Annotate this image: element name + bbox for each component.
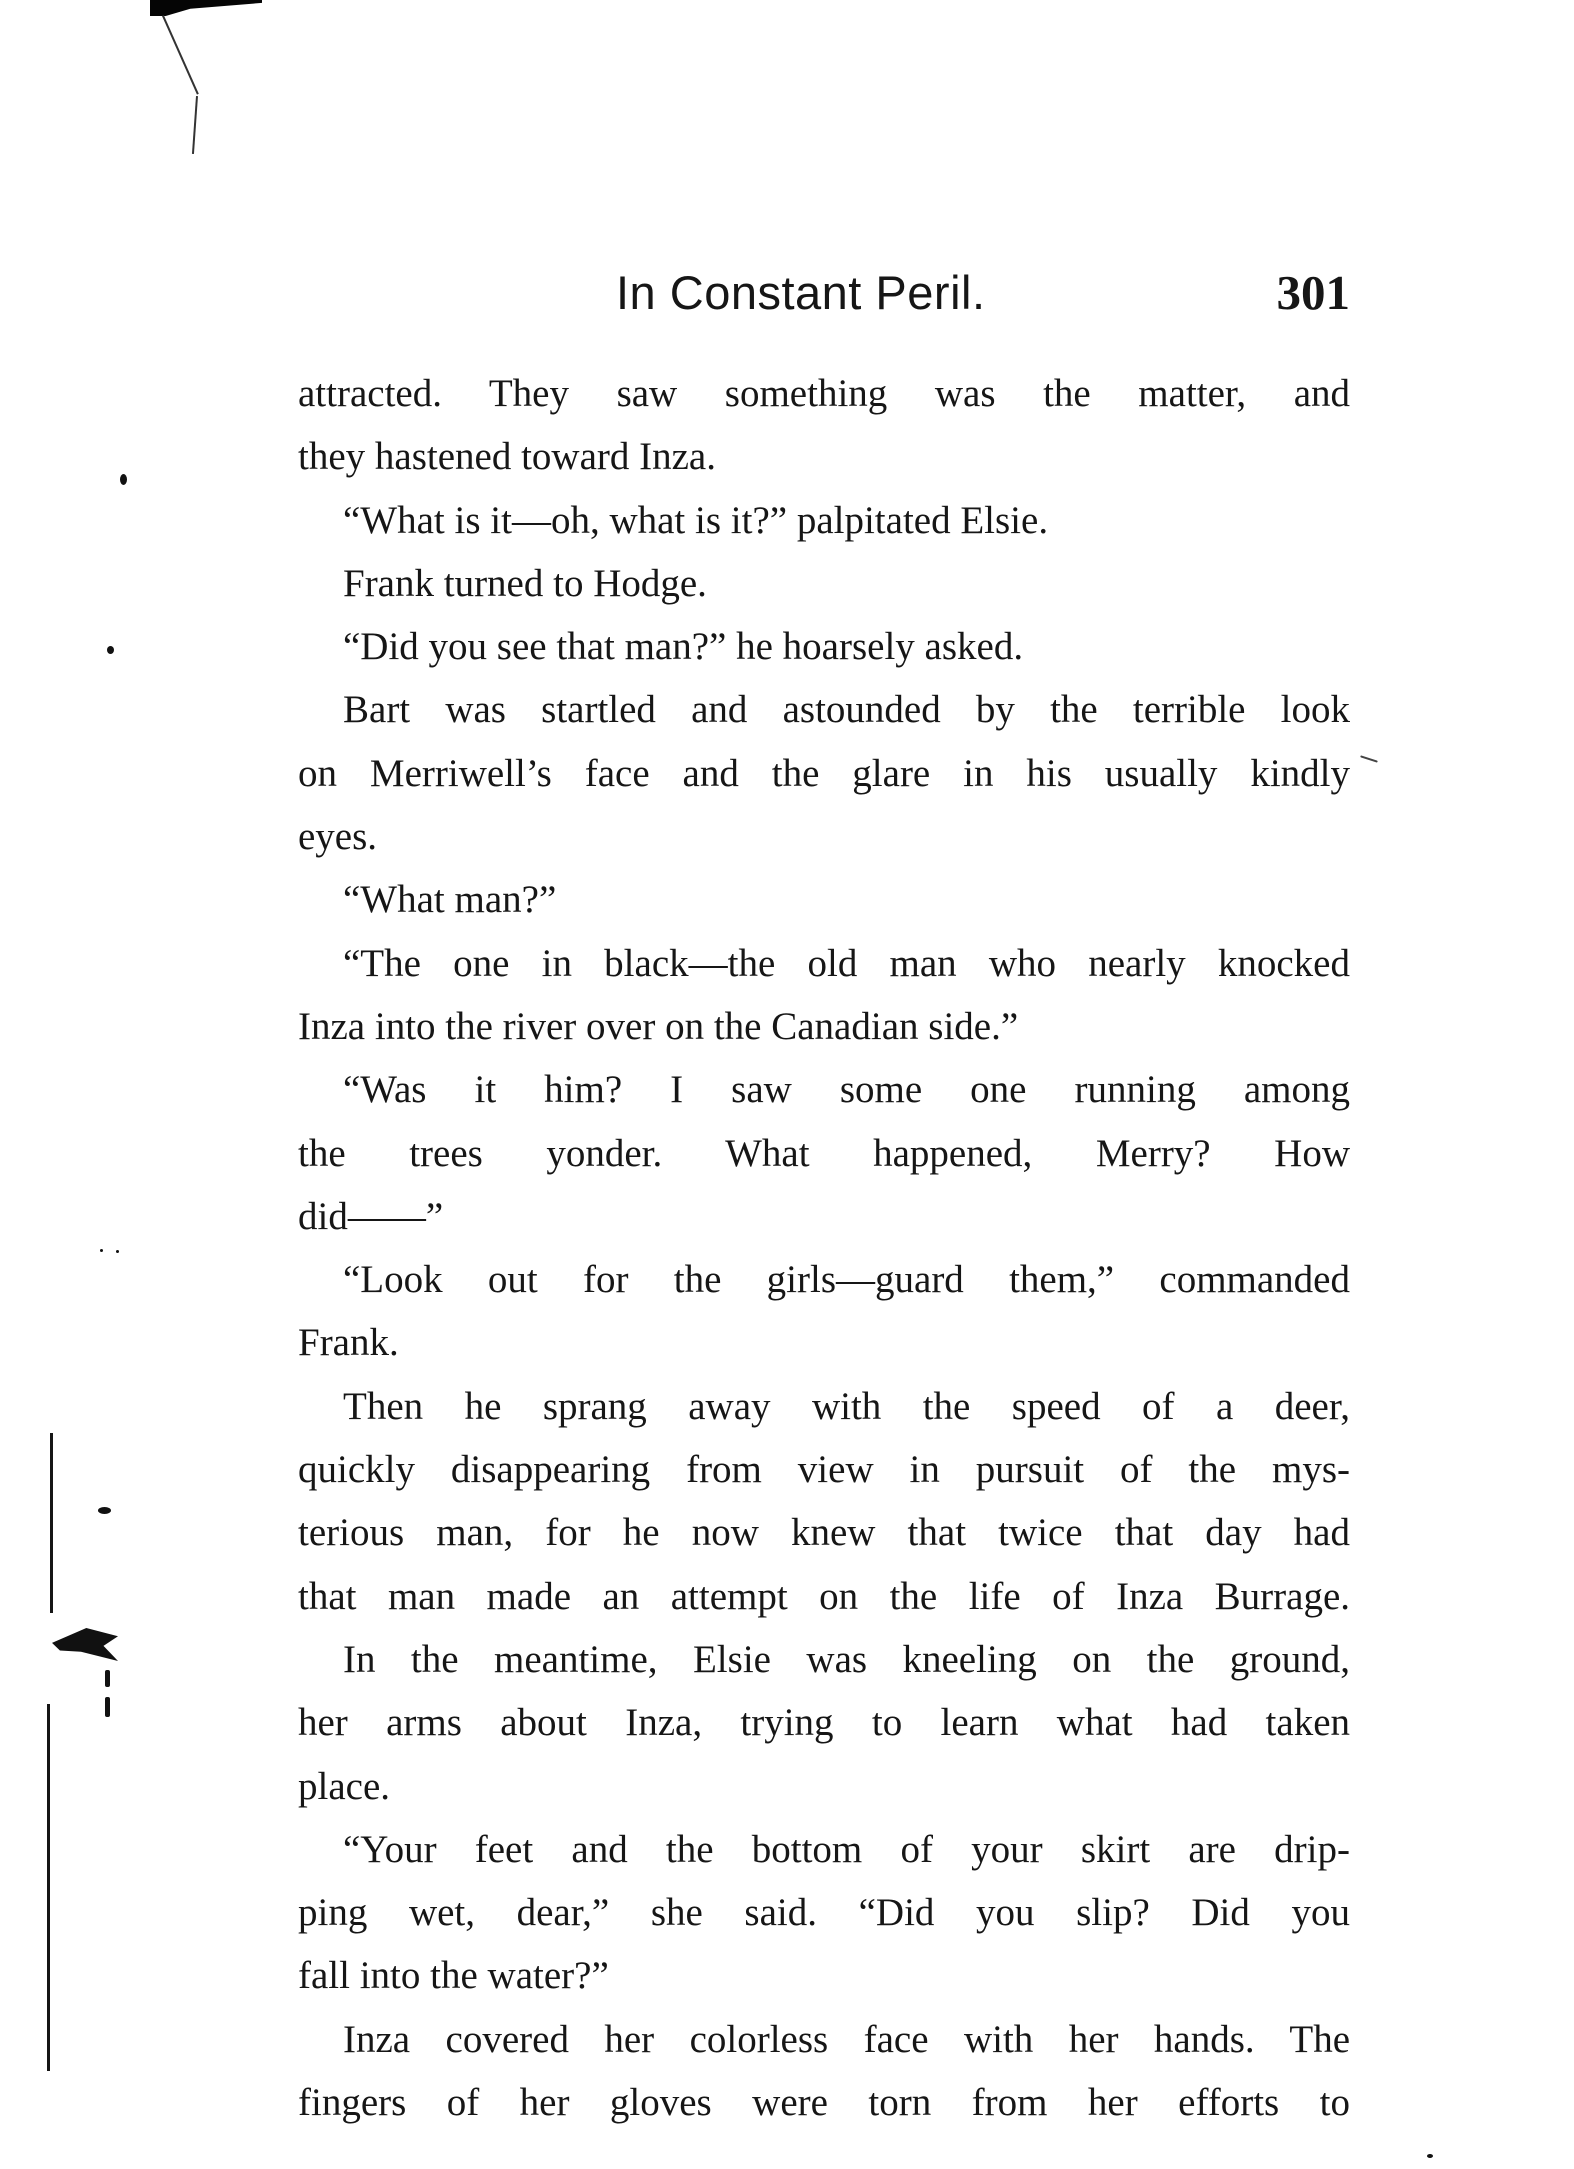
running-head: In Constant Peril. — [616, 266, 986, 319]
text-line: place. — [298, 1764, 391, 1808]
scan-speck — [105, 1670, 110, 1687]
text-line: “What is it—oh, what is it?” palpitated Elsie. — [343, 498, 1049, 542]
text-line: Frank. — [298, 1321, 399, 1365]
text-line: that man made an attempt on the life of Inza Burrage. — [298, 1574, 1350, 1618]
scan-speck — [116, 1250, 119, 1253]
text-line: did——” — [298, 1194, 444, 1238]
scan-speck — [1427, 2154, 1433, 2158]
scan-speck — [107, 646, 114, 654]
text-line: Then he sprang away with the speed of a deer, — [343, 1384, 1350, 1428]
text-line: terious man, for he now knew that twice that day had — [298, 1511, 1350, 1555]
text-line: Frank turned to Hodge. — [343, 561, 707, 605]
text-line: “Your feet and the bottom of your skirt are drip- — [343, 1827, 1350, 1871]
text-line: “The one in black—the old man who nearly knocked — [343, 941, 1350, 985]
text-line: fingers of her gloves were torn from her efforts to — [298, 2081, 1350, 2125]
page-number: 301 — [1276, 265, 1350, 320]
scan-speck — [100, 1249, 103, 1252]
text-line: her arms about Inza, trying to learn what had taken — [298, 1701, 1350, 1745]
text-line: attracted. They saw something was the matter, and — [298, 372, 1350, 415]
left-margin-rule — [47, 1704, 50, 2071]
scan-speck — [1360, 755, 1378, 762]
text-line: eyes. — [298, 815, 378, 859]
scan-corner-line — [192, 96, 198, 154]
text-line: “Did you see that man?” he hoarsely asked. — [343, 625, 1024, 669]
text-line: fall into the water?” — [298, 1954, 609, 1998]
text-line: on Merriwell’s face and the glare in his usually kindly — [298, 751, 1350, 795]
page-header — [298, 258, 1350, 328]
text-line: “Was it him? I saw some one running among — [343, 1068, 1350, 1112]
scan-arrow-mark — [52, 1628, 118, 1661]
text-line: the trees yonder. What happened, Merry? How — [298, 1131, 1350, 1175]
text-line: In the meantime, Elsie was kneeling on the ground, — [343, 1637, 1350, 1681]
text-line: “Look out for the girls—guard them,” commanded — [343, 1258, 1350, 1302]
scan-speck — [105, 1697, 110, 1717]
text-line: ping wet, dear,” she said. “Did you slip? Did you — [298, 1891, 1350, 1935]
text-line: Inza into the river over on the Canadian side.” — [298, 1004, 1019, 1048]
scan-speck — [120, 474, 127, 485]
scan-corner-line — [162, 15, 199, 94]
text-line: “What man?” — [343, 878, 557, 922]
text-line: quickly disappearing from view in pursuit of the mys- — [298, 1448, 1350, 1492]
left-margin-rule — [50, 1433, 53, 1613]
text-line: they hastened toward Inza. — [298, 435, 716, 479]
text-line: Bart was startled and astounded by the terrible look — [343, 688, 1350, 732]
scan-corner-mark — [150, 0, 262, 16]
body-text — [298, 362, 1350, 2134]
text-line: Inza covered her colorless face with her hands. The — [343, 2017, 1350, 2061]
scan-speck — [98, 1507, 111, 1514]
